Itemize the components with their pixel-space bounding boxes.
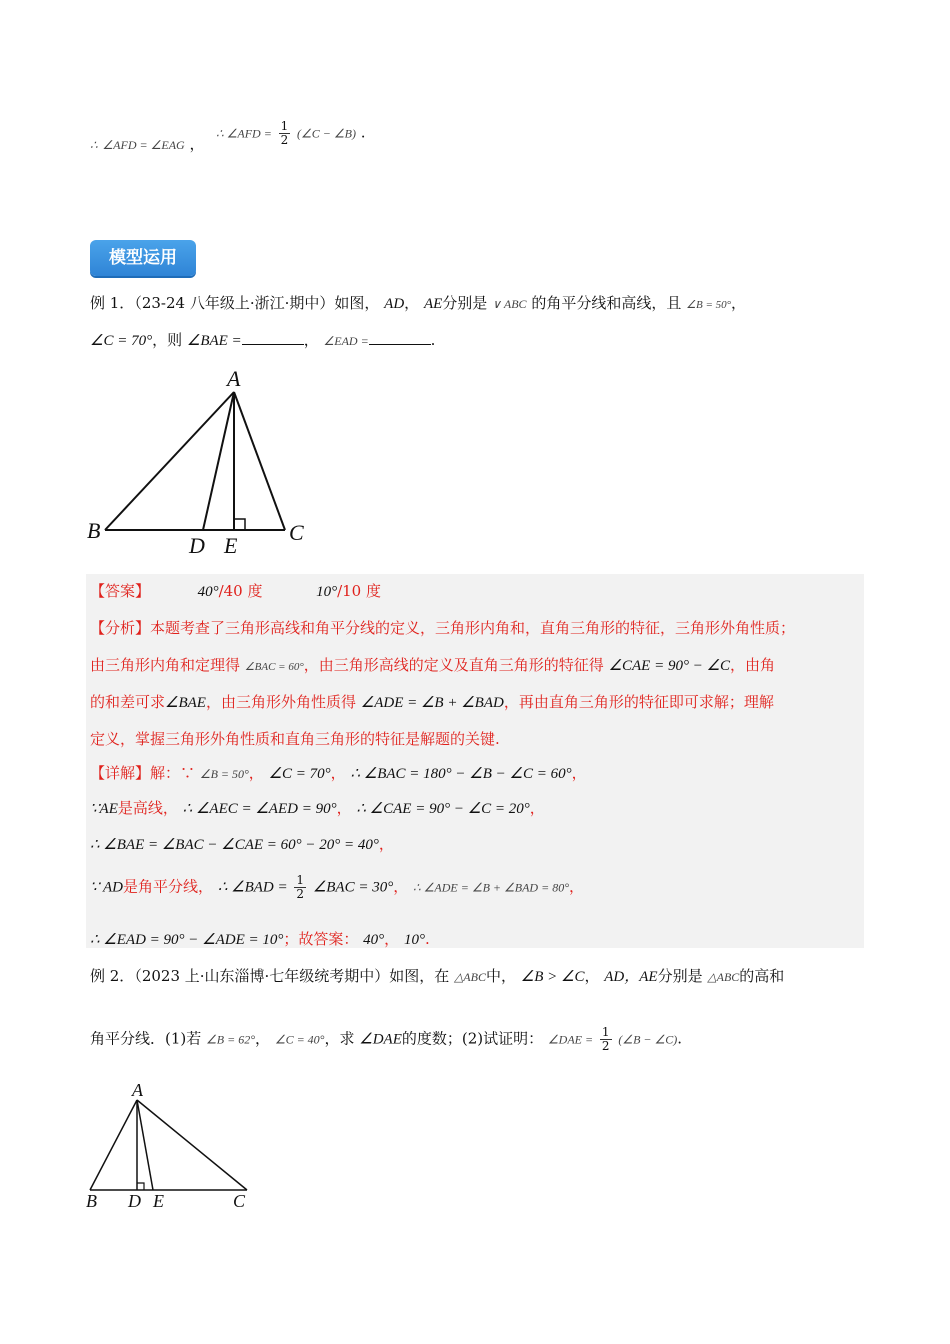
analysis-line-4 bbox=[90, 728, 500, 749]
text: 分别是 bbox=[657, 967, 703, 985]
fig2-label-d: D bbox=[128, 1191, 141, 1211]
text: ，求 bbox=[324, 1029, 355, 1048]
fig1-label-b: B bbox=[87, 518, 101, 543]
analysis-text: ，由角 bbox=[730, 656, 776, 674]
detail-text: ， bbox=[393, 877, 409, 896]
top-equation-1 bbox=[90, 133, 204, 154]
answer-text-1: /40 度 bbox=[218, 582, 263, 600]
frac-num: 1 bbox=[296, 873, 305, 887]
fig2-side-ac bbox=[137, 1100, 247, 1190]
math: ∴ ∠CAE = 90° − ∠C = 20° bbox=[356, 801, 530, 817]
fig2-label-b: B bbox=[86, 1191, 97, 1211]
detail-line-1 bbox=[90, 762, 587, 783]
frac-num: 1 bbox=[601, 1025, 610, 1039]
fig1-right-angle bbox=[234, 519, 245, 530]
analysis-text: 的和差可求 bbox=[90, 693, 166, 711]
detail-text: ， bbox=[378, 835, 394, 853]
detail-text: 是角平分线， bbox=[123, 877, 214, 896]
text: 的度数；(2)试证明： bbox=[401, 1029, 544, 1048]
analysis-label: 【分析】 bbox=[90, 619, 151, 637]
equation-afd: ∴ ∠AFD = bbox=[216, 126, 272, 141]
detail-text: ；故答案： bbox=[283, 930, 359, 948]
analysis-line-3 bbox=[90, 691, 774, 712]
math-angle-c: ∠C = 40° bbox=[274, 1032, 325, 1047]
angle-c: ∠C = 70° bbox=[90, 333, 153, 349]
triangle-abc: △ABC bbox=[454, 970, 486, 984]
comma: ， bbox=[731, 294, 747, 312]
analysis-text: ，再由直角三角形的特征即可求解；理解 bbox=[503, 693, 774, 711]
fig1-seg-ad bbox=[203, 392, 234, 530]
frac-den: 2 bbox=[280, 133, 289, 147]
detail-text: ， bbox=[529, 799, 545, 817]
answer-blank-2[interactable] bbox=[369, 330, 431, 345]
separator: ， bbox=[189, 135, 205, 153]
triangle-abc: △ABC bbox=[707, 970, 740, 984]
math: ∵ AD bbox=[90, 879, 124, 896]
math: ∴ ∠BAE = ∠BAC − ∠CAE = 60° − 20° = 40° bbox=[90, 837, 379, 853]
equation-paren: (∠C − ∠B) bbox=[297, 126, 356, 141]
ex1-label: 例 1． bbox=[90, 294, 135, 312]
text: 角平分线．(1)若 bbox=[90, 1029, 202, 1048]
answer-text-2: /10 度 bbox=[337, 582, 381, 600]
equation-afd-eag: ∠AFD = ∠EAG bbox=[102, 138, 185, 152]
text: 分别是 bbox=[442, 294, 488, 312]
period: . bbox=[360, 123, 366, 142]
analysis-text: 由三角形内角和定理得 bbox=[90, 656, 241, 674]
answer-value-2: 10° bbox=[316, 584, 338, 600]
ex2-source: （2023 上·山东淄博·七年级统考期中）如图，在 bbox=[134, 967, 450, 985]
analysis-line-1 bbox=[90, 617, 795, 638]
top-equation-2 bbox=[216, 120, 366, 147]
ex2-line2 bbox=[90, 1026, 682, 1053]
math: 40° bbox=[363, 932, 385, 948]
answer-label: 【答案】 bbox=[90, 582, 151, 600]
fig2-label-c: C bbox=[233, 1191, 246, 1211]
ex2-label: 例 2． bbox=[90, 967, 135, 985]
text: ， bbox=[255, 1029, 271, 1048]
math: ∵AE bbox=[90, 801, 118, 817]
math: ∴ ∠ADE = ∠B + ∠BAD = 80° bbox=[413, 880, 569, 895]
analysis-line-2 bbox=[90, 654, 775, 675]
detail-text: ， bbox=[384, 930, 400, 948]
comma: ， bbox=[404, 294, 420, 312]
text: ，则 bbox=[152, 331, 183, 349]
analysis-text: 定义，掌握三角形外角性质和直角三角形的特征是解题的关键. bbox=[90, 730, 500, 748]
period: . bbox=[430, 331, 436, 349]
frac-den: 2 bbox=[296, 887, 305, 901]
fig1-label-a: A bbox=[227, 366, 241, 391]
fig1-label-d: D bbox=[189, 533, 205, 558]
math: ∴ ∠EAD = 90° − ∠ADE = 10° bbox=[90, 932, 284, 948]
angle-b: ∠B = 50° bbox=[686, 299, 732, 311]
math: ∴ ∠BAC = 180° − ∠B − ∠C = 60° bbox=[350, 766, 572, 782]
detail-text: ， bbox=[571, 764, 587, 782]
section-badge: 模型运用 bbox=[90, 240, 196, 276]
math: ∴ ∠AEC = ∠AED = 90° bbox=[182, 801, 337, 817]
detail-text: ， bbox=[330, 764, 346, 782]
math-bae: ∠BAE bbox=[165, 695, 206, 711]
fig1-side-ac bbox=[234, 392, 285, 530]
detail-line-3 bbox=[90, 833, 394, 854]
detail-text: 解：∵ bbox=[150, 764, 196, 782]
math-cae: ∠CAE = 90° − ∠C bbox=[608, 658, 731, 674]
detail-line-4 bbox=[90, 874, 584, 901]
math: ∠C = 70° bbox=[268, 766, 331, 782]
answer-blank-1[interactable] bbox=[242, 330, 304, 345]
text: 的高和 bbox=[739, 967, 785, 985]
text: 中， bbox=[485, 967, 516, 985]
text: ， bbox=[584, 967, 600, 985]
detail-label: 【详解】 bbox=[90, 764, 151, 782]
therefore-symbol: ∴ bbox=[90, 138, 98, 152]
math: 10° bbox=[403, 932, 425, 948]
frac-den: 2 bbox=[601, 1039, 610, 1053]
triangle-abc: ∨ ABC bbox=[492, 297, 527, 311]
detail-text: ， bbox=[569, 877, 585, 896]
detail-line-2 bbox=[90, 797, 545, 818]
seg-ae: AE bbox=[423, 296, 443, 312]
math-condition: ∠B > ∠C bbox=[520, 969, 585, 985]
fig2-seg-ae bbox=[137, 1100, 153, 1190]
math-ad-ae: AD，AE bbox=[604, 969, 658, 985]
fig2-label-e: E bbox=[153, 1191, 164, 1211]
math: ∠BAC = 30° bbox=[312, 879, 394, 896]
answer-line bbox=[90, 580, 381, 601]
ex2-line1 bbox=[90, 965, 784, 986]
period: . bbox=[677, 1029, 683, 1048]
fig2-side-ab bbox=[90, 1100, 137, 1190]
fig2-right-angle bbox=[137, 1183, 144, 1190]
detail-text: ， bbox=[248, 764, 264, 782]
angle-ead: ∠EAD = bbox=[323, 334, 369, 348]
math-angle-b: ∠B = 62° bbox=[206, 1032, 256, 1047]
fraction-half bbox=[279, 120, 291, 147]
fig2-label-a: A bbox=[132, 1080, 143, 1100]
math-bac: ∠BAC = 60° bbox=[244, 661, 304, 673]
analysis-text: ，由三角形高线的定义及直角三角形的特征得 bbox=[303, 656, 604, 674]
detail-text: ， bbox=[336, 799, 352, 817]
math: ∠B = 50° bbox=[199, 767, 249, 781]
fig1-label-e: E bbox=[224, 533, 238, 558]
fig1-side-ab bbox=[105, 392, 234, 530]
ex1-source: （23-24 八年级上·浙江·期中）如图， bbox=[134, 294, 380, 312]
text: 的角平分线和高线，且 bbox=[531, 294, 682, 312]
answer-value-1: 40° bbox=[197, 584, 219, 600]
analysis-text: 本题考查了三角形高线和角平分线的定义，三角形内角和，直角三角形的特征，三角形外角性质； bbox=[150, 619, 796, 637]
detail-text: . bbox=[424, 930, 430, 948]
math: ∴ ∠BAD = bbox=[217, 879, 288, 896]
ex1-line2 bbox=[90, 329, 435, 350]
detail-line-5 bbox=[90, 928, 430, 949]
comma: ， bbox=[303, 331, 319, 349]
fraction-half bbox=[600, 1026, 612, 1053]
math-ade: ∠ADE = ∠B + ∠BAD bbox=[360, 695, 504, 711]
detail-text: 是高线， bbox=[117, 799, 178, 817]
fig1-label-c: C bbox=[289, 520, 304, 545]
seg-ad: AD bbox=[384, 296, 405, 312]
ex1-line1 bbox=[90, 292, 746, 313]
analysis-text: ，由三角形外角性质得 bbox=[205, 693, 356, 711]
fraction-half bbox=[294, 874, 306, 901]
math-prove: ∠DAE = bbox=[547, 1032, 594, 1047]
math-paren: (∠B − ∠C) bbox=[618, 1032, 678, 1047]
math-dae: ∠DAE bbox=[359, 1031, 402, 1048]
angle-bae: ∠BAE = bbox=[186, 333, 242, 349]
frac-num: 1 bbox=[280, 119, 289, 133]
